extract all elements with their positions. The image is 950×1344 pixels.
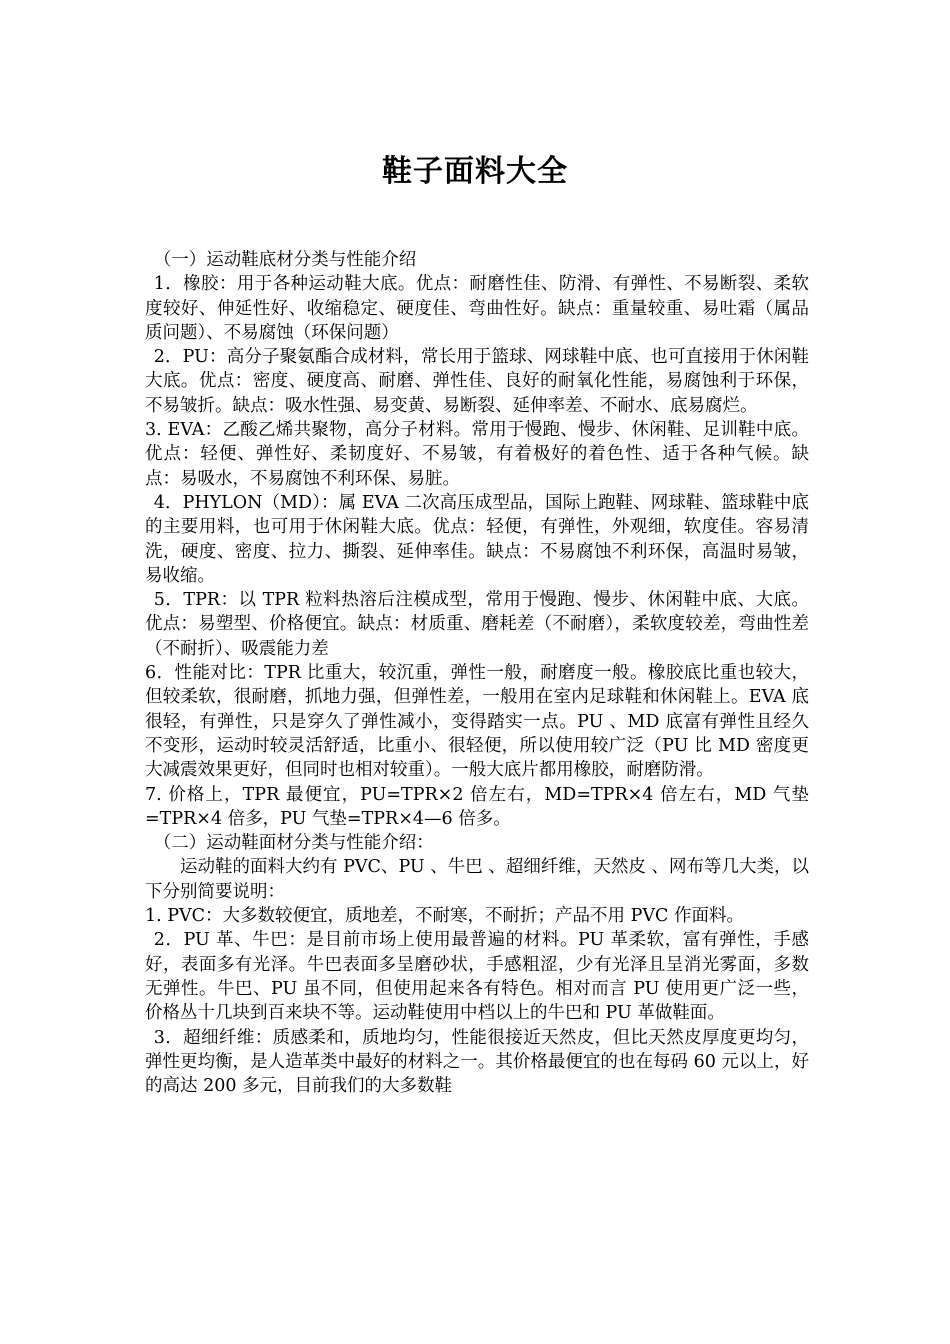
document-body bbox=[145, 248, 809, 1098]
paragraph-price-comparison: 7. 价格上，TPR 最便宜，PU=TPR×2 倍左右，MD=TPR×4 倍左右，MD 气垫=TPR×4 倍多，PU 气垫=TPR×4—6 倍多。 bbox=[145, 784, 809, 829]
paragraph-eva: 3. EVA：乙酸乙烯共聚物，高分子材料。常用于慢跑、慢步、休闲鞋、足训鞋中底。优点：轻便、弹性好、柔韧度好、不易皱，有着极好的着色性、适于各种气候。缺点：易吸水，不易腐蚀不利环保、易脏。 bbox=[145, 420, 809, 489]
paragraph-performance-comparison: 6．性能对比：TPR 比重大，较沉重，弹性一般，耐磨度一般。橡胶底比重也较大，但较柔软，很耐磨，抓地力强，但弹性差，一般用在室内足球鞋和休闲鞋上。EVA 底很轻，有弹性，只是穿久了弹性减小，变得踏实一点。PU 、MD 底富有弹性且经久不变形，运动时较灵活舒适，比重小、很轻便，所以使用较广泛（PU 比 MD 密度更大减震效果更好，但同时也相对较重）。一般大底片都用橡胶，耐磨防滑。 bbox=[145, 663, 809, 781]
paragraph-pu: 2．PU：高分子聚氨酯合成材料，常长用于篮球、网球鞋中底、也可直接用于休闲鞋大底。优点：密度、硬度高、耐磨、弹性佳、良好的耐氧化性能，易腐蚀利于环保，不易皱折。缺点：吸水性强、易变黄、易断裂、延伸率差、不耐水、底易腐烂。 bbox=[145, 347, 809, 416]
paragraph-rubber: 1．橡胶：用于各种运动鞋大底。优点：耐磨性佳、防滑、有弹性、不易断裂、柔软度较好、伸延性好、收缩稳定、硬度佳、弯曲性好。缺点：重量较重、易吐霜（属品质问题）、不易腐蚀（环保问题） bbox=[145, 274, 809, 343]
section-heading-uppers: （二）运动鞋面材分类与性能介绍： bbox=[153, 833, 434, 854]
paragraph-microfiber: 3．超细纤维：质感柔和，质地均匀，性能很接近天然皮，但比天然皮厚度更均匀，弹性更均衡，是人造革类中最好的材料之一。其价格最便宜的也在每码 60 元以上，好的高达 200 多元，目前我们的大多数鞋 bbox=[145, 1027, 809, 1097]
paragraph-phylon: 4．PHYLON（MD）：属 EVA 二次高压成型品，国际上跑鞋、网球鞋、篮球鞋中底的主要用料，也可用于休闲鞋大底。优点：轻便，有弹性，外观细，软度佳。容易清洗，硬度、密度、拉力、撕裂、延伸率佳。缺点：不易腐蚀不利环保，高温时易皱，易收缩。 bbox=[145, 492, 809, 586]
document-title: 鞋子面料大全 bbox=[382, 154, 568, 189]
paragraph-upper-intro: 运动鞋的面料大约有 PVC、PU 、牛巴 、超细纤维，天然皮 、网布等几大类，以下分别简要说明： bbox=[145, 857, 809, 902]
paragraph-tpr: 5．TPR：以 TPR 粒料热溶后注模成型，常用于慢跑、慢步、休闲鞋中底、大底。优点：易塑型、价格便宜。缺点：材质重、磨耗差（不耐磨），柔软度较差，弯曲性差（不耐折）、吸震能力差 bbox=[145, 590, 809, 659]
section-heading-soles: （一）运动鞋底材分类与性能介绍 bbox=[153, 250, 417, 270]
paragraph-pvc: 1. PVC：大多数较便宜，质地差，不耐寒，不耐折；产品不用 PVC 作面料。 bbox=[145, 906, 744, 927]
paragraph-pu-leather-nubuck: 2．PU 革、牛巴：是目前市场上使用最普遍的材料。PU 革柔软，富有弹性，手感好，表面多有光泽。牛巴表面多呈磨砂状，手感粗涩，少有光泽且呈消光雾面，多数无弹性。牛巴、PU 虽不同，但使用起来各有特色。相对而言 PU 使用更广泛一些，价格丛十几块到百来块不等。运动鞋使用中档以上的牛巴和 PU 革做鞋面。 bbox=[145, 930, 809, 1024]
